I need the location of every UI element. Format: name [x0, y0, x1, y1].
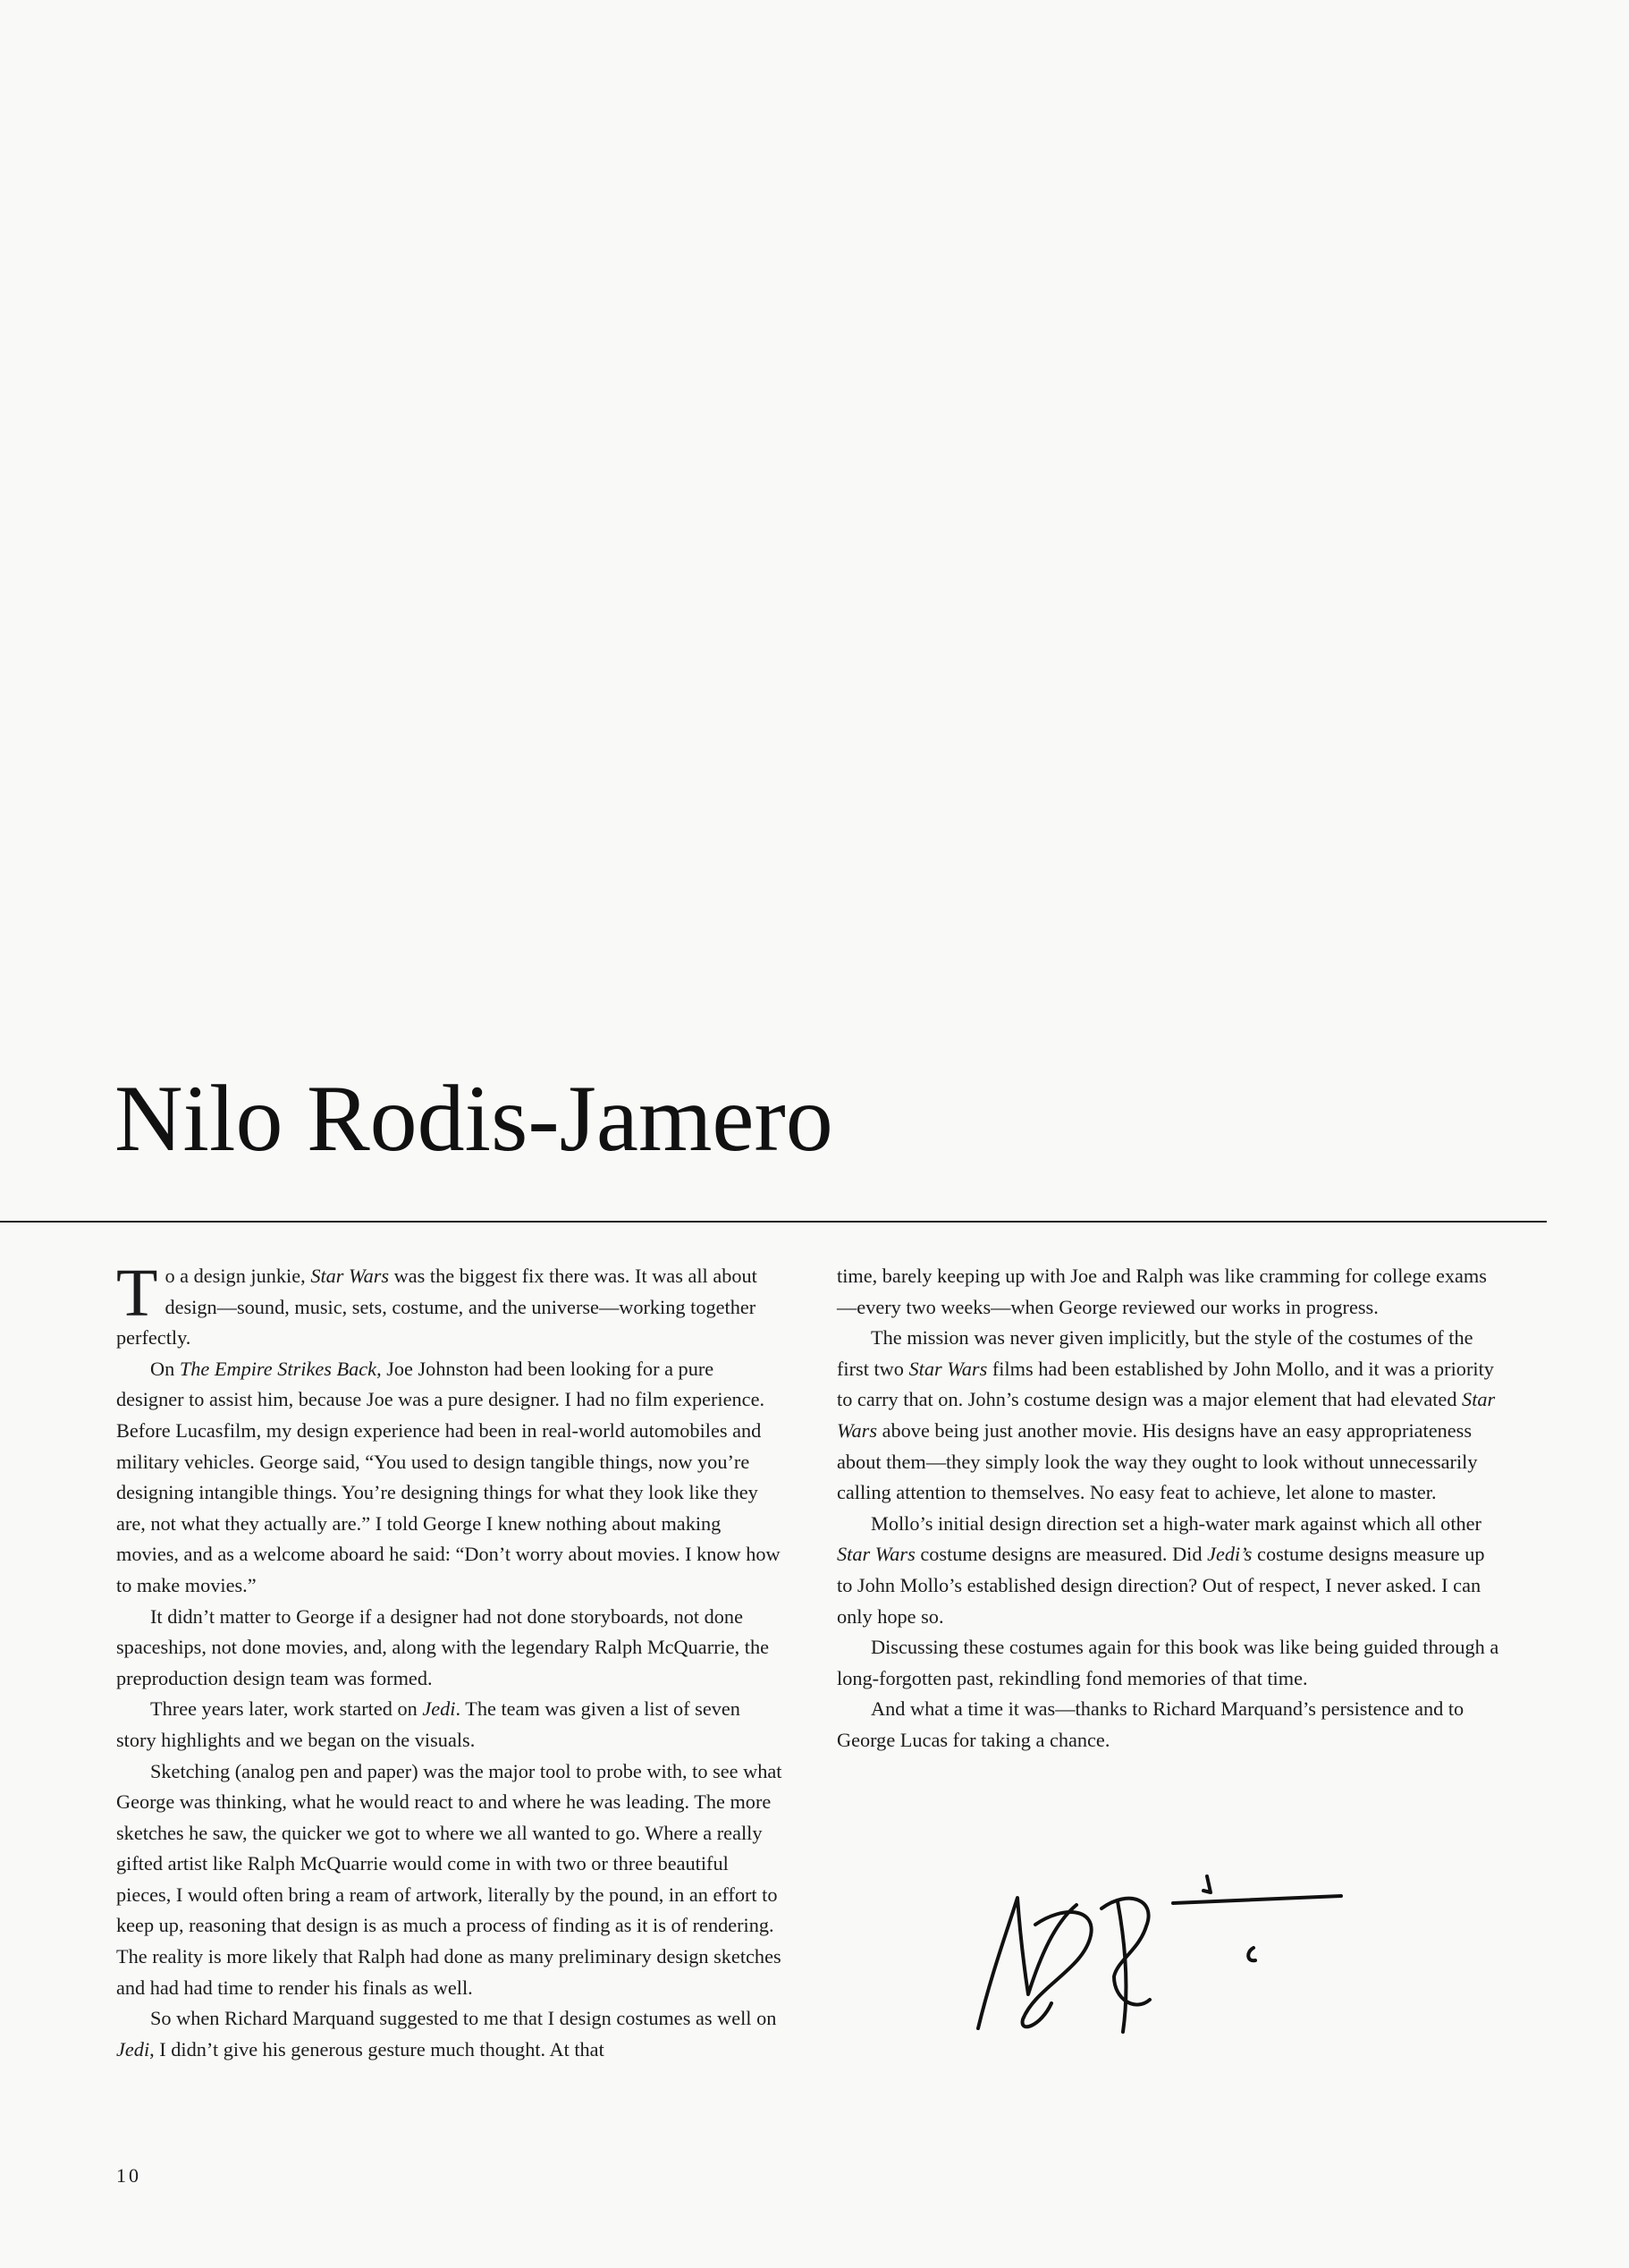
paragraph: Three years later, work started on Jedi. The team was given a list of seven story highlights and we began on the visuals. — [116, 1697, 740, 1751]
drop-cap: T — [116, 1256, 158, 1331]
right-column — [837, 1261, 1503, 1756]
paragraph: The mission was never given implicitly, but the style of the costumes of the first two Star Wars films had been established by John Mollo, and it was a priority to carry that on. John’s costume design was a major element that had elevated Star Wars above being just another movie. His designs have an easy appropriateness about them—they simply look the way they ought to look without unnecessarily calling attention to themselves. No easy feat to achieve, let alone to master. — [837, 1326, 1496, 1504]
paragraph: To a design junkie, Star Wars was the biggest fix there was. It was all about design—sound, music, sets, costume, and the universe—working together perfectly. — [116, 1256, 757, 1350]
paragraph: Discussing these costumes again for this book was like being guided through a long-forgotten past, rekindling fond memories of that time. — [837, 1636, 1499, 1689]
title-rule — [0, 1221, 1547, 1223]
paragraph: time, barely keeping up with Joe and Ralph was like cramming for college exams—every two weeks—when George reviewed our works in progress. — [837, 1265, 1487, 1318]
paragraph: Mollo’s initial design direction set a high-water mark against which all other Star Wars costume designs are measured. Did Jedi’s costume designs measure up to John Mollo’s established design direction? Out of respect, I never asked. I can only hope so. — [837, 1511, 1485, 1628]
paragraph: So when Richard Marquand suggested to me that I design costumes as well on Jedi, I didn’t give his generous gesture much thought. At that — [116, 2007, 777, 2061]
page-title: Nilo Rodis-Jamero — [114, 1066, 833, 1171]
paragraph: Sketching (analog pen and paper) was the major tool to probe with, to see what George was thinking, what he would react to and where he was leading. The more sketches he saw, the quicker we got to where we all wanted to go. Where a really gifted artist like Ralph McQuarrie would come in with two or three beautiful pieces, I would often bring a ream of artwork, literally by the pound, in an effort to keep up, reasoning that design is as much a process of finding as it is of rendering. The reality is more likely that Ralph had done as many preliminary design sketches and had had time to render his finals as well. — [116, 1759, 782, 1999]
paragraph: And what a time it was—thanks to Richard Marquand’s persistence and to George Lucas for taking a chance. — [837, 1697, 1464, 1751]
paragraph: On The Empire Strikes Back, Joe Johnston had been looking for a pure designer to assist him, because Joe was a pure designer. I had no film experience. Before Lucasfilm, my design experience had been in real-world automobiles and military vehicles. George said, “You used to design tangible things, now you’re designing intangible things. You’re designing things for what they look like they are, not what they actually are.” I told George I knew nothing about making movies, and as a welcome aboard he said: “Don’t worry about movies. I know how to make movies.” — [116, 1357, 781, 1596]
page-number: 10 — [116, 2164, 141, 2187]
left-column — [116, 1256, 783, 2065]
paragraph: It didn’t matter to George if a designer had not done storyboards, not done spaceships, not done movies, and, along with the legendary Ralph McQuarrie, the preproduction design team was formed. — [116, 1604, 770, 1689]
signature-icon — [966, 1869, 1359, 2048]
